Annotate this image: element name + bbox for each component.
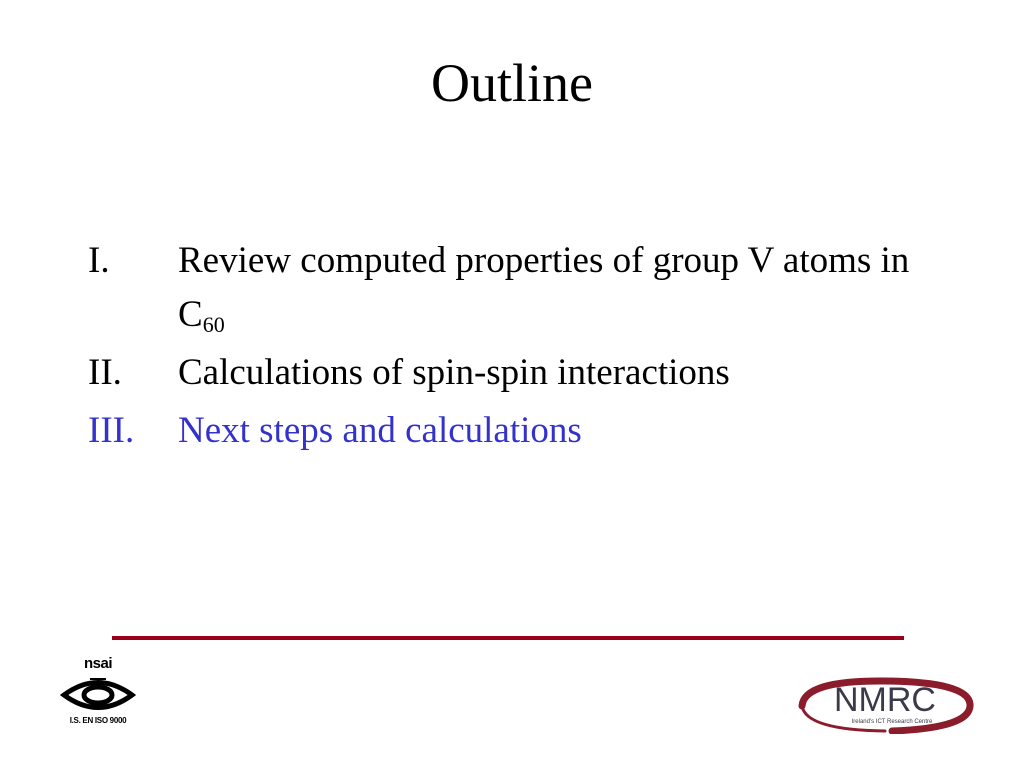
outline-item-3-current bbox=[88, 404, 948, 458]
slide-title: Outline bbox=[431, 53, 593, 113]
nmrc-name-text: NMRC bbox=[834, 681, 936, 719]
outline-item-number: I. bbox=[88, 240, 110, 281]
nsai-eye-icon bbox=[60, 674, 136, 716]
outline-item-text: Next steps and calculations bbox=[178, 410, 582, 451]
nsai-cert-text: I.S. EN ISO 9000 bbox=[69, 716, 127, 725]
footer-divider bbox=[112, 636, 904, 640]
nmrc-logo bbox=[792, 676, 978, 734]
outline-item-1 bbox=[88, 234, 948, 342]
outline-item-text: Calculations of spin-spin interactions bbox=[178, 352, 730, 393]
outline-item-number: III. bbox=[88, 410, 135, 451]
outline-item-2 bbox=[88, 346, 948, 400]
outline-item-number: II. bbox=[88, 352, 122, 393]
outline-item-text-main: Review computed properties of group V atoms in C bbox=[178, 240, 910, 335]
nsai-brand-text: nsai bbox=[83, 655, 112, 672]
outline-item-subscript: 60 bbox=[202, 312, 225, 337]
outline-item-text bbox=[178, 234, 948, 342]
nmrc-tagline-text: Ireland's ICT Research Centre bbox=[851, 719, 933, 725]
outline-list bbox=[88, 234, 948, 462]
nsai-logo bbox=[58, 656, 138, 734]
